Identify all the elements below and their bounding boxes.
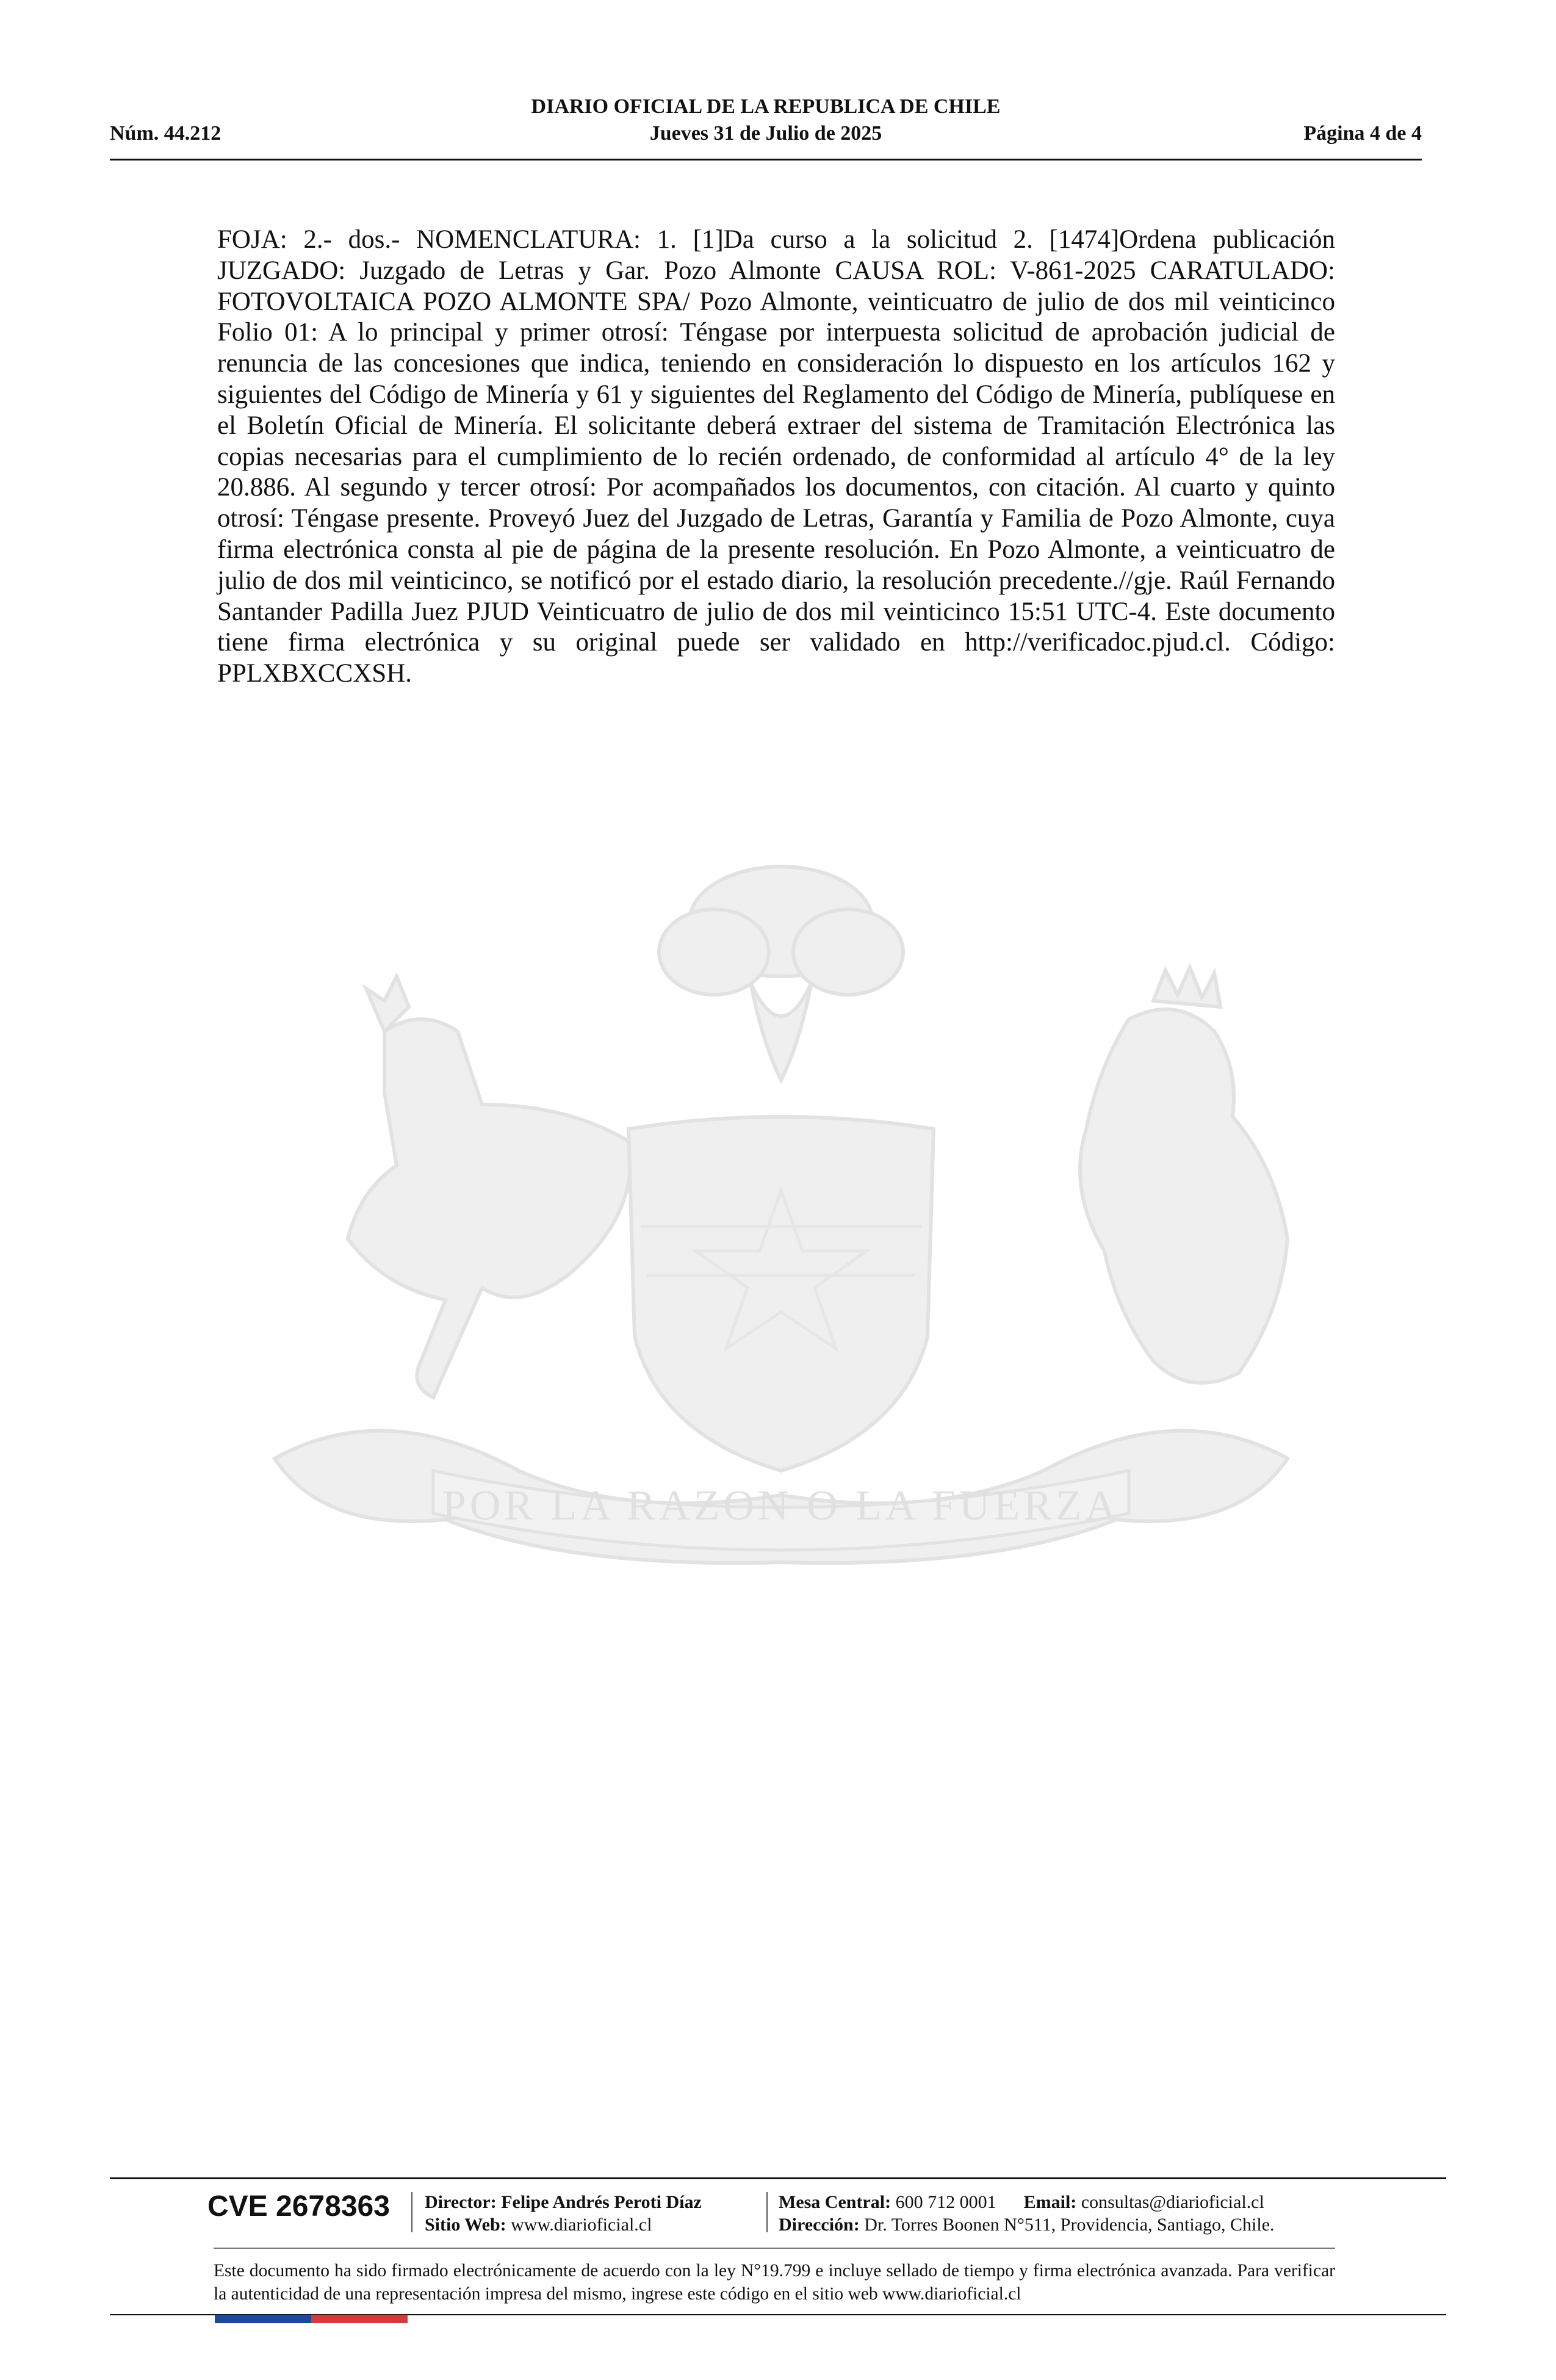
flag-stripe-red [311, 2315, 408, 2323]
flag-stripe-blue [215, 2315, 311, 2323]
address-value: Dr. Torres Boonen N°511, Providencia, Santiago, Chile. [864, 2215, 1275, 2235]
resolution-text: FOJA: 2.- dos.- NOMENCLATURA: 1. [1]Da curso a la solicitud 2. [1474]Ordena publicación JUZGADO: Juzgado de Letras y Gar. Pozo Almonte CAUSA ROL: V-861-2025 CARATULADO: FOTOVOLTAICA POZO ALMONTE SPA/ Pozo Almonte, veinticuatro de julio de dos mil veinticinco Folio 01: A lo principal y primer otrosí: Téngase por interpuesta solicitud de aprobación judicial de renuncia de las concesiones que indica, teniendo en consideración lo dispuesto en los artículos 162 y siguientes del Código de Minería y 61 y siguientes del Reglamento del Código de Minería, publíquese en el Boletín Oficial de Minería. El solicitante deberá extraer del sistema de Tramitación Electrónica las copias necesarias para el cumplimiento de lo recién ordenado, de conformidad al artículo 4° de la ley 20.886. Al segundo y tercer otrosí: Por acompañados los documentos, con citación. Al cuarto y quinto otrosí: Téngase presente. Proveyó Juez del Juzgado de Letras, Garantía y Familia de Pozo Almonte, cuya firma electrónica consta al pie de página de la presente resolución. En Pozo Almonte, a veinticuatro de julio de dos mil veinticinco, se notificó por el estado diario, la resolución precedente.//gje. Raúl Fernando Santander Padilla Juez PJUD Veinticuatro de julio de dos mil veinticinco 15:51 UTC-4. Este documento tiene firma electrónica y su original puede ser validado en http://verificadoc.pjud.cl. Código: PPLXBXCCXSH. [217, 225, 1335, 688]
footer-address [779, 2213, 1275, 2237]
website-value[interactable]: www.diarioficial.cl [511, 2215, 652, 2235]
address-label: Dirección: [779, 2215, 860, 2235]
phone-value: 600 712 0001 [895, 2192, 996, 2212]
footer-top-rule [110, 2177, 1446, 2179]
footer-separator [411, 2192, 412, 2232]
phone-label: Mesa Central: [779, 2192, 891, 2212]
page-header [110, 92, 1422, 160]
director-label: Director: [425, 2192, 497, 2212]
cve-code: CVE 2678363 [207, 2190, 390, 2223]
watermark-motto: POR LA RAZON O LA FUERZA [442, 1482, 1120, 1529]
footer-website [425, 2213, 652, 2237]
email-label: Email: [1023, 2192, 1077, 2212]
footer-contact [779, 2191, 1264, 2214]
footer-separator-2 [766, 2192, 768, 2232]
website-label: Sitio Web: [425, 2215, 506, 2235]
signature-note: Este documento ha sido firmado electrónicamente de acuerdo con la ley N°19.799 e incluye sellado de tiempo y firma electrónica avanzada. Para verificar la autenticidad de una representación impresa del mismo, ingrese este código en el sitio web www.diarioficial.cl [214, 2261, 1335, 2304]
director-name: Felipe Andrés Peroti Díaz [501, 2192, 702, 2212]
newspaper-title: DIARIO OFICIAL DE LA REPUBLICA DE CHILE [531, 95, 1001, 118]
issue-date: Jueves 31 de Julio de 2025 [649, 122, 882, 145]
coat-of-arms-watermark [201, 848, 1361, 1672]
email-value[interactable]: consultas@diarioficial.cl [1081, 2192, 1264, 2212]
page-number: Página 4 de 4 [1303, 122, 1422, 145]
issue-number: Núm. 44.212 [110, 122, 222, 145]
footer-director [425, 2191, 702, 2214]
footer-inner-rule [214, 2248, 1335, 2249]
